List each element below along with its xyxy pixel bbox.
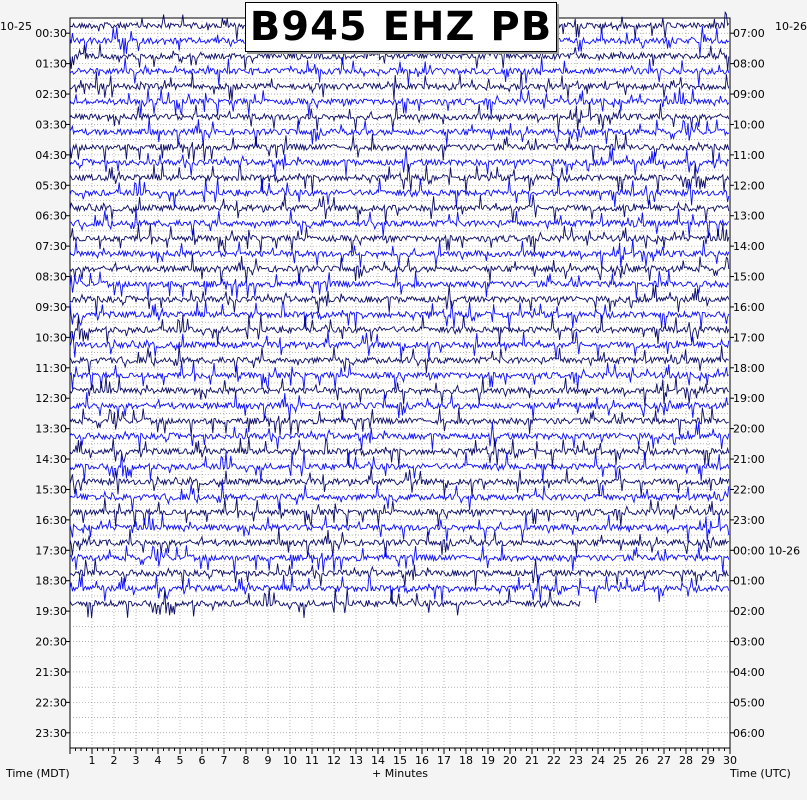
left-tick-label: 06:30 xyxy=(35,209,67,223)
right-tick-label: 13:00 xyxy=(733,209,765,223)
chart-title: B945 EHZ PB xyxy=(245,2,557,52)
left-tick-label: 04:30 xyxy=(35,148,67,162)
right-tick-label: 20:00 xyxy=(733,422,765,436)
x-tick-label: 14 xyxy=(371,754,385,767)
right-tick-label: 15:00 xyxy=(733,270,765,284)
x-tick-label: 30 xyxy=(723,754,737,767)
x-tick-label: 10 xyxy=(283,754,297,767)
x-tick-label: 7 xyxy=(220,754,228,767)
x-tick-label: 23 xyxy=(569,754,583,767)
x-tick-label: 11 xyxy=(305,754,319,767)
x-tick-label: 24 xyxy=(591,754,605,767)
x-tick-label: 27 xyxy=(657,754,671,767)
right-tick-label: 16:00 xyxy=(733,300,765,314)
x-tick-label: 13 xyxy=(349,754,363,767)
right-tick-label: 06:00 xyxy=(733,726,765,740)
right-tick-label: 08:00 xyxy=(733,57,765,71)
x-tick-label: 2 xyxy=(110,754,118,767)
right-tick-label: 14:00 xyxy=(733,240,765,254)
x-tick-label: 20 xyxy=(503,754,517,767)
left-tick-label: 22:30 xyxy=(35,696,67,710)
right-tick-label: 19:00 xyxy=(733,392,765,406)
right-tick-label: 01:00 xyxy=(733,574,765,588)
x-tick-label: 17 xyxy=(437,754,451,767)
left-tick-label: 16:30 xyxy=(35,513,67,527)
x-tick-label: 4 xyxy=(154,754,162,767)
start-date-label: 10-25 xyxy=(0,20,32,33)
left-tick-label: 17:30 xyxy=(35,544,67,558)
right-time-axis xyxy=(730,27,800,740)
left-tick-label: 18:30 xyxy=(35,574,67,588)
right-tick-label: 21:00 xyxy=(733,453,765,467)
left-tick-label: 01:30 xyxy=(35,57,67,71)
x-tick-label: 1 xyxy=(88,754,96,767)
left-time-axis xyxy=(35,27,70,740)
x-tick-label: 26 xyxy=(635,754,649,767)
left-tick-label: 10:30 xyxy=(35,331,67,345)
left-tick-label: 13:30 xyxy=(35,422,67,436)
x-tick-label: 28 xyxy=(679,754,693,767)
right-tick-label: 11:00 xyxy=(733,148,765,162)
left-tick-label: 15:30 xyxy=(35,483,67,497)
right-tick-label: 04:00 xyxy=(733,665,765,679)
right-tick-label: 02:00 xyxy=(733,605,765,619)
right-tick-label: 17:00 xyxy=(733,331,765,345)
x-tick-label: 22 xyxy=(547,754,561,767)
x-axis-title: + Minutes xyxy=(372,767,429,780)
x-tick-label: 25 xyxy=(613,754,627,767)
x-axis xyxy=(70,748,737,767)
right-tick-label: 12:00 xyxy=(733,179,765,193)
right-axis-title: Time (UTC) xyxy=(730,767,791,780)
utc-date-label: 10-26 xyxy=(775,20,807,33)
right-tick-label: 07:00 xyxy=(733,27,765,41)
x-tick-label: 9 xyxy=(264,754,272,767)
x-tick-label: 12 xyxy=(327,754,341,767)
left-tick-label: 02:30 xyxy=(35,88,67,102)
x-tick-label: 29 xyxy=(701,754,715,767)
right-tick-label: 05:00 xyxy=(733,696,765,710)
left-tick-label: 05:30 xyxy=(35,179,67,193)
left-tick-label: 23:30 xyxy=(35,726,67,740)
right-tick-label: 18:00 xyxy=(733,361,765,375)
left-tick-label: 20:30 xyxy=(35,635,67,649)
x-tick-label: 21 xyxy=(525,754,539,767)
x-tick-label: 5 xyxy=(176,754,184,767)
x-tick-label: 19 xyxy=(481,754,495,767)
x-tick-label: 6 xyxy=(198,754,206,767)
left-tick-label: 09:30 xyxy=(35,300,67,314)
left-tick-label: 00:30 xyxy=(35,27,67,41)
right-tick-label: 03:00 xyxy=(733,635,765,649)
x-tick-label: 16 xyxy=(415,754,429,767)
right-tick-label: 23:00 xyxy=(733,513,765,527)
left-tick-label: 21:30 xyxy=(35,665,67,679)
left-axis-title: Time (MDT) xyxy=(6,767,70,780)
left-tick-label: 12:30 xyxy=(35,392,67,406)
left-tick-label: 11:30 xyxy=(35,361,67,375)
left-tick-label: 07:30 xyxy=(35,240,67,254)
left-tick-label: 03:30 xyxy=(35,118,67,132)
right-tick-label: 22:00 xyxy=(733,483,765,497)
x-tick-label: 3 xyxy=(132,754,140,767)
x-tick-label: 8 xyxy=(242,754,250,767)
x-tick-label: 15 xyxy=(393,754,407,767)
left-tick-label: 19:30 xyxy=(35,605,67,619)
x-tick-label: 18 xyxy=(459,754,473,767)
right-tick-label: 00:00 10-26 xyxy=(733,544,801,558)
left-tick-label: 08:30 xyxy=(35,270,67,284)
left-tick-label: 14:30 xyxy=(35,453,67,467)
right-tick-label: 09:00 xyxy=(733,88,765,102)
right-tick-label: 10:00 xyxy=(733,118,765,132)
